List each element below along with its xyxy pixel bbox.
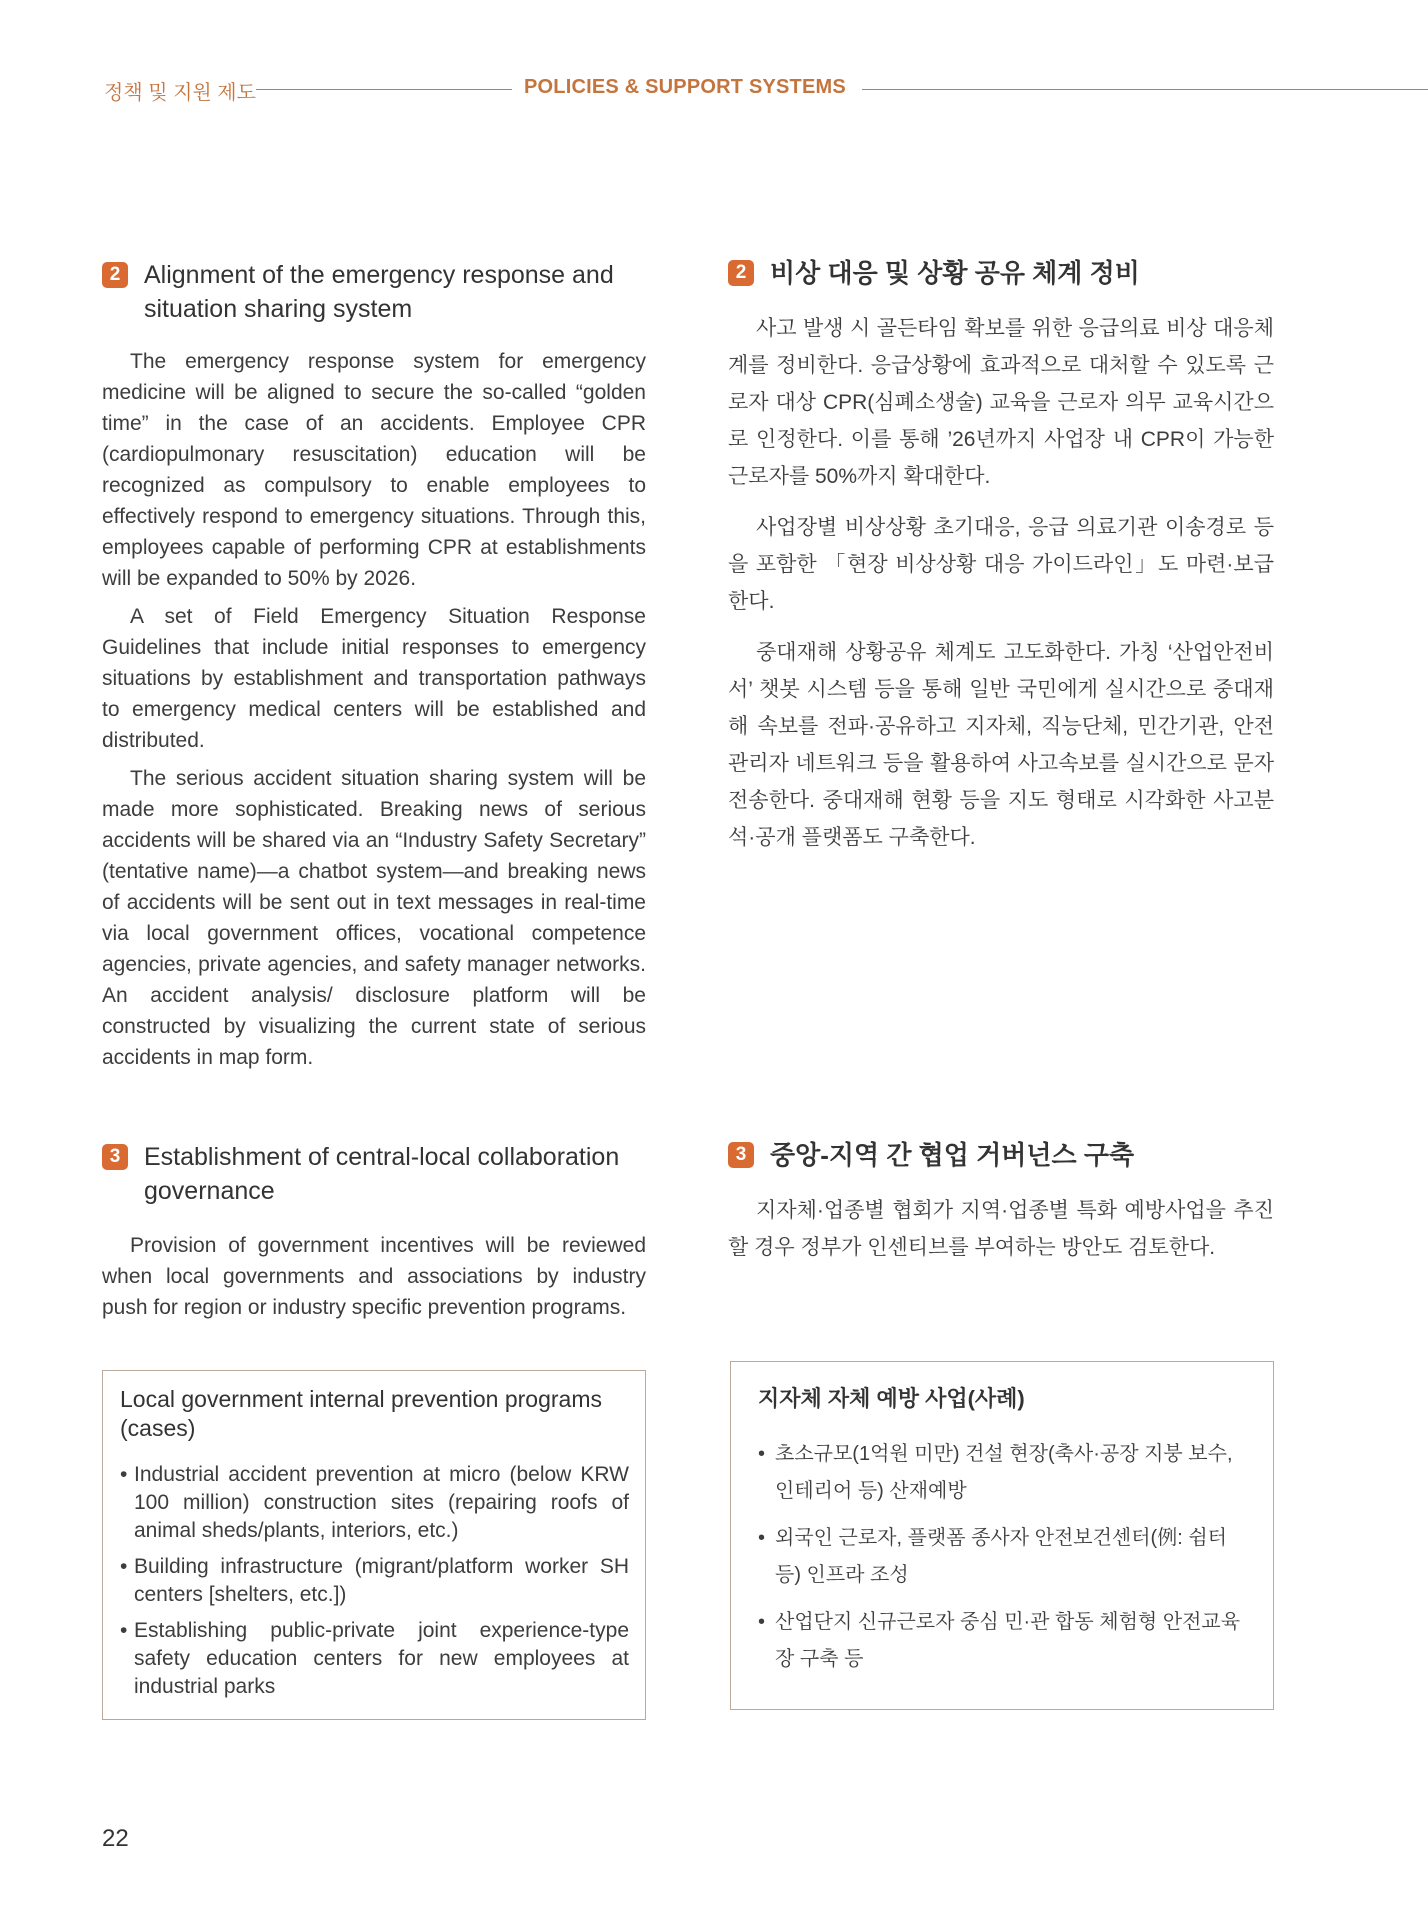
cases-list-item-ko: • 초소규모(1억원 미만) 건설 현장(축사·공장 지붕 보수, 인테리어 등) 산재예방 xyxy=(758,1436,1247,1510)
section-number-badge: 2 xyxy=(102,262,128,288)
section-2-ko xyxy=(728,256,1274,870)
section-3-ko xyxy=(728,1138,1274,1280)
cases-box-en xyxy=(102,1370,646,1720)
running-header xyxy=(0,74,1428,104)
cases-list-item-en: • Building infrastructure (migrant/platform worker SH centers [shelters, etc.]) xyxy=(120,1553,629,1609)
cases-box-ko xyxy=(730,1361,1274,1710)
header-section-ko: 정책 및 지원 제도 xyxy=(104,82,256,104)
cases-list-item-en: • Establishing public-private joint experience-type safety education centers for new employees at industrial parks xyxy=(120,1617,629,1701)
header-rule-right xyxy=(862,89,1428,90)
section-2-en-paragraph: The serious accident situation sharing system will be made more sophisticated. Breaking news of serious accidents will be shared via an “Industry Safety Secretary” (tentative name)—a chatbot system—and breaking news of accidents will be sent out in text messages in real-time via local government offices, vocational competence agencies, private agencies, and safety manager networks. An accident analysis/ disclosure platform will be constructed by visualizing the current state of serious accidents in map form. xyxy=(102,767,646,1069)
section-2-ko-paragraph: 사업장별 비상상황 초기대응, 응급 의료기관 이송경로 등을 포함한 「현장 비상상황 대응 가이드라인」도 마련·보급한다. xyxy=(728,516,1274,613)
header-rule-left xyxy=(256,89,512,90)
section-2-en-heading xyxy=(102,258,646,326)
section-2-ko-heading xyxy=(728,256,1274,290)
cases-list-item-en: • Industrial accident prevention at micro (below KRW 100 million) construction sites (repairing roofs of animal sheds/plants, interiors, etc.) xyxy=(120,1461,629,1545)
section-3-title-ko: 중앙-지역 간 협업 거버넌스 구축 xyxy=(770,1140,1135,1170)
cases-list-item-ko: • 외국인 근로자, 플랫폼 종사자 안전보건센터(例: 쉼터 등) 인프라 조성 xyxy=(758,1520,1247,1594)
section-number-badge: 2 xyxy=(728,260,754,286)
cases-box-title-ko: 지자체 자체 예방 사업(사례) xyxy=(758,1386,1025,1411)
section-2-ko-paragraph: 중대재해 상황공유 체계도 고도화한다. 가칭 ‘산업안전비서’ 챗봇 시스템 등을 통해 일반 국민에게 실시간으로 중대재해 속보를 전파·공유하고 지자체, 직능단체, 민간기관, 안전관리자 네트워크 등을 활용하여 사고속보를 실시간으로 문자 전송한다. 중대재해 현황 등을 지도 형태로 시각화한 사고분석·공개 플랫폼도 구축한다. xyxy=(728,641,1274,849)
section-number-badge: 3 xyxy=(102,1144,128,1170)
page-number: 22 xyxy=(102,1825,129,1852)
header-section-en: POLICIES & SUPPORT SYSTEMS xyxy=(524,76,846,98)
section-2-ko-paragraph: 사고 발생 시 골든타임 확보를 위한 응급의료 비상 대응체계를 정비한다. 응급상황에 효과적으로 대처할 수 있도록 근로자 대상 CPR(심폐소생술) 교육을 근로자 의무 교육시간으로 인정한다. 이를 통해 ’26년까지 사업장 내 CPR이 가능한 근로자를 50%까지 확대한다. xyxy=(728,317,1274,488)
section-number-badge: 3 xyxy=(728,1142,754,1168)
section-2-en-paragraph: A set of Field Emergency Situation Response Guidelines that include initial responses to emergency situations by establishment and transportation pathways to emergency medical centers will be established and distributed. xyxy=(102,605,646,752)
section-2-en-paragraph: The emergency response system for emergency medicine will be aligned to secure the so-called “golden time” in the case of an accidents. Employee CPR (cardiopulmonary resuscitation) education will be recognized as compulsory to enable employees to effectively respond to emergency situations. Through this, employees capable of performing CPR at establishments will be expanded to 50% by 2026. xyxy=(102,350,646,590)
section-2-en xyxy=(102,258,646,1080)
section-3-ko-heading xyxy=(728,1138,1274,1172)
section-3-en-heading xyxy=(102,1140,646,1208)
cases-box-title-en: Local government internal prevention programs (cases) xyxy=(120,1386,602,1441)
section-3-en-paragraph: Provision of government incentives will be reviewed when local governments and associations by industry push for region or industry specific prevention programs. xyxy=(102,1234,646,1319)
section-2-title-ko: 비상 대응 및 상황 공유 체계 정비 xyxy=(770,258,1140,288)
section-3-title-en: Establishment of central-local collaboration governance xyxy=(144,1143,620,1205)
section-3-ko-paragraph: 지자체·업종별 협회가 지역·업종별 특화 예방사업을 추진할 경우 정부가 인센티브를 부여하는 방안도 검토한다. xyxy=(728,1199,1274,1259)
section-3-en xyxy=(102,1140,646,1330)
cases-list-item-ko: • 산업단지 신규근로자 중심 민·관 합동 체험형 안전교육장 구축 등 xyxy=(758,1604,1247,1678)
section-2-title-en: Alignment of the emergency response and situation sharing system xyxy=(144,261,614,323)
